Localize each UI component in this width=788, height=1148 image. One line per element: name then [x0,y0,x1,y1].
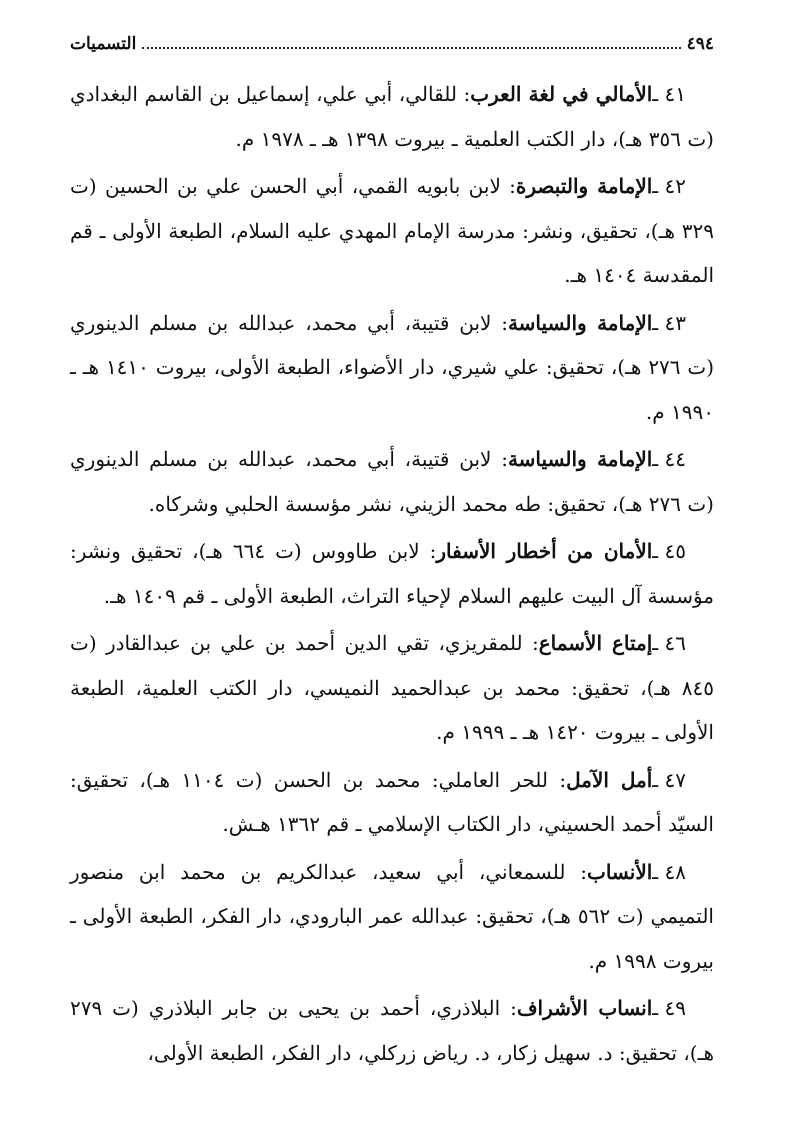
bibliography-entry [70,301,714,435]
entry-text: : لابن قتيبة، أبي محمد، عبدالله بن مسلم الدينوري (ت ٢٧٦ هـ)، تحقيق: طه محمد الزيني، نشر مؤسسة الحلبي وشركاه. [70,447,714,516]
entry-text: : لابن طاووس (ت ٦٦٤ هـ)، تحقيق ونشر: مؤسسة آل البيت عليهم السلام لإحياء التراث، الطبعة الأولى ـ قم ١٤٠٩ هـ. [70,539,714,608]
running-header [70,30,714,54]
entry-title: انساب الأشراف [516,996,653,1020]
entry-title: الإمامة والسياسة [507,310,653,335]
entry-text: : للحر العاملي: محمد بن الحسن (ت ١١٠٤ هـ)، تحقيق: السيّد أحمد الحسيني، دار الكتاب الإسلامي ـ قم ١٣٦٢ هـش. [70,767,714,836]
bibliography-entry [70,758,714,847]
bibliography-entry [70,164,714,298]
entry-number: ٤٧ ـ [652,767,686,792]
entry-number: ٤٣ ـ [652,310,686,335]
bibliography-entry [70,621,714,755]
entry-title: الأمان من أخطار الأسفار [436,539,653,563]
entry-text: : للقالي، أبي علي، إسماعيل بن القاسم البغدادي (ت ٣٥٦ هـ)، دار الكتب العلمية ـ بيروت ١٣٩٨ هـ ـ ١٩٧٨ م. [70,82,714,151]
entry-text: : البلاذري، أحمد بن يحيى بن جابر البلاذري (ت ٢٧٩ هـ)، تحقيق: د. سهيل زكار، د. رياض زركلي، دار الفكر، الطبعة الأولى، [70,996,714,1065]
bibliography-entry [70,986,714,1075]
header-dot-leader [142,47,680,49]
bibliography-entry [70,437,714,526]
entry-number: ٤٥ ـ [652,539,686,563]
entry-title: أمل الآمل [566,767,653,792]
entry-title: الأنساب [587,859,653,884]
entry-title: الأمالي في لغة العرب [470,82,653,106]
entry-number: ٤٤ ـ [652,447,686,471]
bibliography-entry [70,529,714,618]
bibliography-entry [70,850,714,984]
entry-title: الإمامة والتبصرة [515,174,653,198]
entry-number: ٤٦ ـ [652,631,686,655]
bibliography-entry [70,72,714,161]
entry-text: : للسمعاني، أبي سعيد، عبدالكريم بن محمد ابن منصور التميمي (ت ٥٦٢ هـ)، تحقيق: عبدالله عمر البارودي، دار الفكر، الطبعة الأولى ـ بيروت ١٩٩٨ م. [70,859,714,973]
entry-number: ٤٩ ـ [652,996,686,1020]
entry-text: : للمقريزي، تقي الدين أحمد بن علي بن عبدالقادر (ت ٨٤٥ هـ)، تحقيق: محمد بن عبدالحميد النميسي، دار الكتب العلمية، الطبعة الأولى ـ بيروت ١٤٢٠ هـ ـ ١٩٩٩ م. [70,631,715,744]
entry-number: ٤٨ ـ [652,859,686,884]
entry-text: : لابن بابويه القمي، أبي الحسن علي بن الحسين (ت ٣٢٩ هـ)، تحقيق، ونشر: مدرسة الإمام المهدي عليه السلام، الطبعة الأولى ـ قم المقدسة ١٤٠٤ هـ. [70,174,714,287]
entry-title: الإمامة والسياسة [507,447,653,471]
entry-title: إمتاع الأسماع [538,631,653,655]
entry-number: ٤٢ ـ [652,174,686,198]
page-number: ٤٩٤ [686,34,714,54]
bibliography-list [70,72,714,1078]
section-title: التسميات [70,34,137,54]
entry-number: ٤١ ـ [652,82,686,106]
entry-text: : لابن قتيبة، أبي محمد، عبدالله بن مسلم الدينوري (ت ٢٧٦ هـ)، تحقيق: علي شيري، دار الأضواء، الطبعة الأولى، بيروت ١٤١٠ هـ ـ ١٩٩٠ م. [70,310,715,424]
